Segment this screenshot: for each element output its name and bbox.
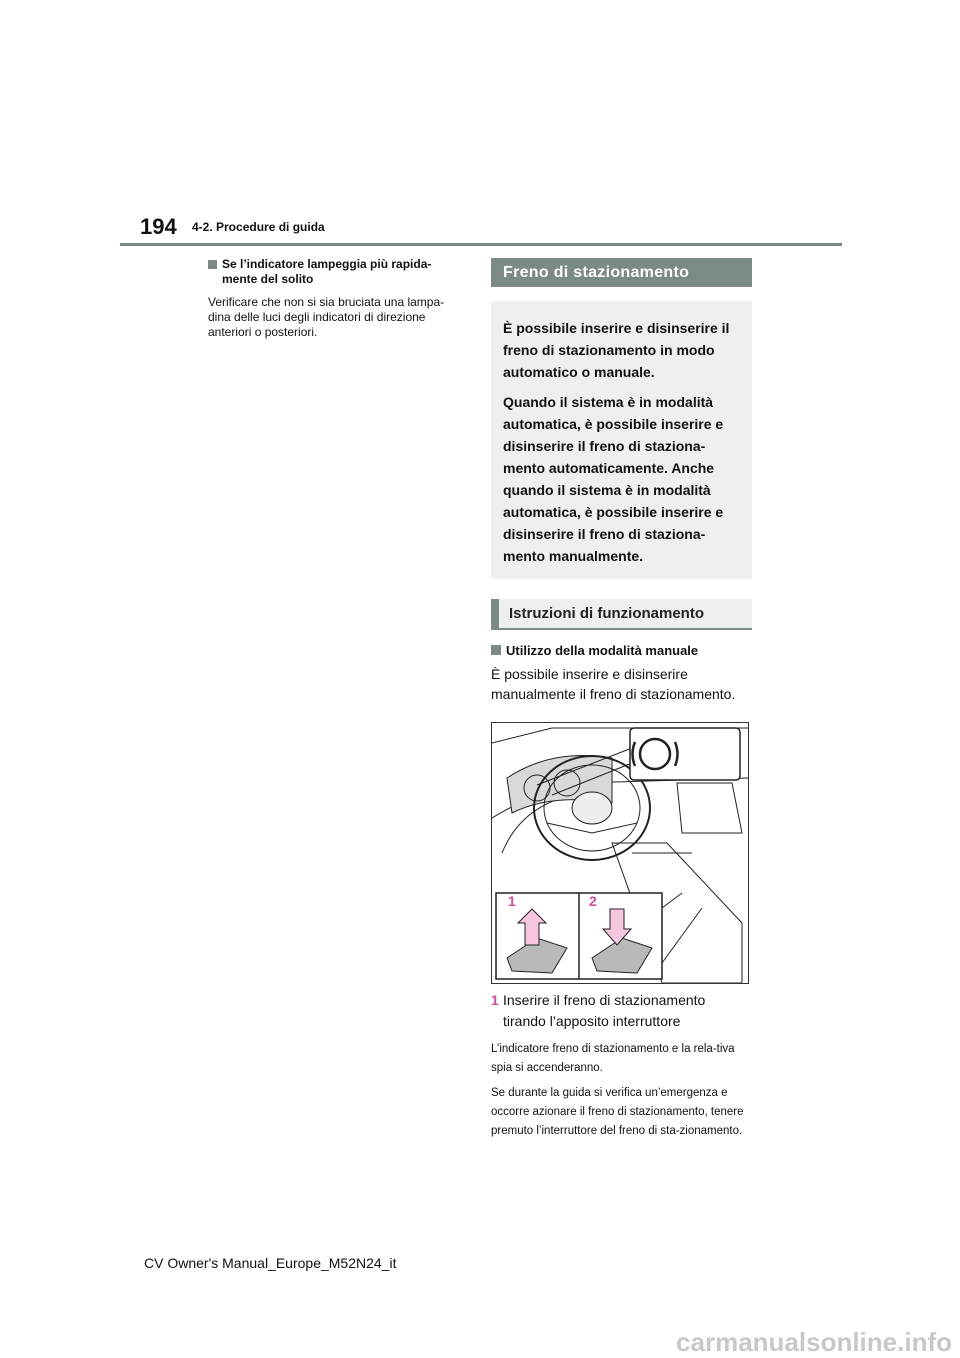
figure-label-1: 1 bbox=[508, 893, 516, 909]
summary-box bbox=[491, 301, 752, 579]
square-bullet-icon bbox=[491, 645, 501, 655]
manual-mode-heading bbox=[491, 643, 752, 658]
parking-brake-illustration bbox=[491, 722, 749, 984]
summary-paragraph: È possibile inserire e disinserire il freno di stazionamento in modo automatico o manuale. bbox=[503, 320, 730, 380]
watermark: carmanualsonline.info bbox=[676, 1327, 952, 1357]
manual-mode-heading-text: Utilizzo della modalità manuale bbox=[506, 643, 699, 658]
instructions-heading: Istruzioni di funzionamento bbox=[491, 599, 752, 630]
step-number: 1 bbox=[491, 992, 499, 1008]
section-bar-title: Freno di stazionamento bbox=[491, 258, 752, 287]
figure-label-2: 2 bbox=[589, 893, 597, 909]
note-paragraph: L’indicatore freno di stazionamento e la rela-tiva spia si accenderanno. bbox=[491, 1043, 735, 1074]
step-text: Inserire il freno di stazionamento tirando l’apposito interruttore bbox=[503, 992, 706, 1029]
notes bbox=[491, 1040, 752, 1141]
manual-mode-text: È possibile inserire e disinserire manualmente il freno di stazionamento. bbox=[491, 666, 736, 702]
left-column bbox=[208, 257, 466, 340]
summary-paragraph: Quando il sistema è in modalità automatica, è possibile inserire e disinserire il freno di staziona-mento automaticamente. Anche quando il sistema è in modalità automatica, è possibile inserire e disinserire il freno di staziona-mento manualmente. bbox=[503, 394, 724, 564]
section-title: 4-2. Procedure di guida bbox=[192, 220, 325, 234]
page-number: 194 bbox=[140, 214, 177, 239]
step-item bbox=[491, 990, 752, 1032]
square-bullet-icon bbox=[208, 260, 217, 269]
left-heading-text: Se l’indicatore lampeggia più rapida-mente del solito bbox=[222, 257, 432, 286]
note-paragraph: Se durante la guida si verifica un’emergenza e occorre azionare il freno di stazionamento, tenere premuto l’interruttore del freno di sta-zionamento. bbox=[491, 1087, 744, 1137]
left-paragraph: Verificare che non si sia bruciata una lampa-dina delle luci degli indicatori di direzione anteriori o posteriori. bbox=[208, 295, 445, 339]
footer-text: CV Owner's Manual_Europe_M52N24_it bbox=[144, 1255, 397, 1271]
left-heading bbox=[208, 257, 466, 287]
header-rule bbox=[120, 243, 842, 246]
right-column bbox=[491, 258, 752, 1147]
car-interior-drawing bbox=[492, 723, 748, 983]
